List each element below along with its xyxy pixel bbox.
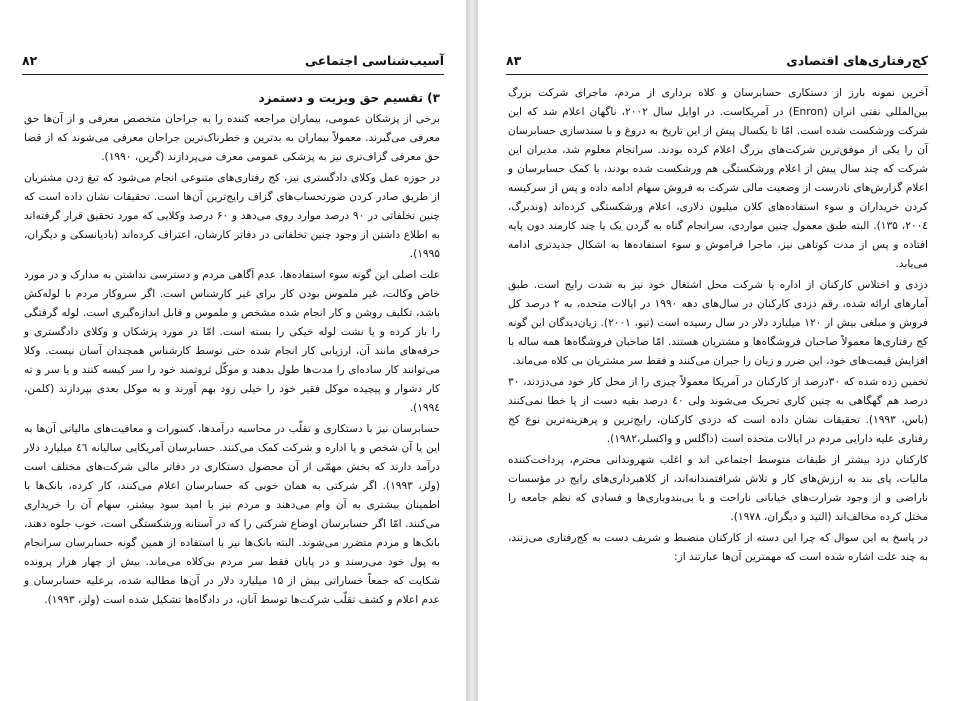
header-rule [506,74,928,75]
running-title: آسیب‌شناسی اجتماعی [305,53,444,68]
paragraph: در حوزه عمل وکلای دادگستری نیز، کج رفتاری‌های متنوعی انجام می‌شود که تیغ زدن مشتریان از طریق صادر کردن صورتحساب‌های گزاف رایج‌ترین آن‌ها است. تحقیقات نشان داده است که چنین تخلفاتی در ۹۰ درصد موارد روی می‌دهد و ۶۰ درصد وکلایی که مورد تحقیق قرار گرفته‌اند به اطلاع داشتن از وجود چنین تخلفاتی در دفاتر کارشان، اعتراف کرده‌اند (بادیانسکی و دیگران، ۱۹۹۵). [24,172,440,260]
paragraph: در پاسخ به این سوال که چرا این دسته از کارکنان منضبط و شریف دست به کج‌رفتاری می‌زنند، به چند علت اشاره شده است که مهمترین آن‌ها عبارتند از: [508,532,928,563]
book-gutter [466,0,478,701]
paragraph: حسابرسان نیز با دستکاری و تقلّب در محاسبه درآمدها، کسورات و معافیت‌های مالیاتی آن‌ها به این یا آن شخص و یا اداره و شرکت کمک می‌کنند. حسابرسان آمریکایی سالیانه ٤٦ میلیارد دلار درآمد دارند که بخش مهمّی از آن محصول دستکاری در دفاتر مالی شرکت‌های مختلف است (ولز، ۱۹۹۳). اگر شرکتی به همان خوبی که حسابرسان اعلام می‌کنند، کار کرده، بانک‌ها با اطمینان بیشتری به آن وام می‌دهند و مردم نیز با امید سود بیشتر، سهام آن را خریداری می‌کنند. امّا اگر حسابرسان اوضاع شرکتی را که در آستانه ورشکستگی است، خوب جلوه دهند، بانک‌ها و مردم متضرر می‌شوند. البته بانک‌ها نیز با استفاده از همین گونه حسابرسان سرانجام به پول خود می‌رسند و در پایان فقط سر مردم بی‌کلاه می‌ماند. بیش از چهار هزار پرونده شکایت که جمعاً خساراتی بیش از ۱۵ میلیارد دلار در آن‌ها مطالبه شده، برعلیه حسابرسان و عدم اعلام و کشف تقلّب شرکت‌ها توسط آنان، در دادگاه‌ها تشکیل شده است (ولز، ۱۹۹۳). [24,423,440,606]
page-header [506,50,928,72]
paragraph: آخرین نمونه بارز از دستکاری حسابرسان و کلاه برداری از مردم، ماجرای شرکت بزرگ بین‌المللی نفتی انران (Enron) در آمریکاست. در اوایل سال ۲۰۰۲، ناگهان اعلام شد که این شرکت ورشکست شده است. امّا تا یکسال پیش از این تاریخ به دروغ و با سندسازی حسابرسان آن را یکی از موفق‌ترین شرکت‌های بزرگ اعلام کرده بودند. سرانجام معلوم شد، مدیران این شرکت که چند سال پیش از اعلام ورشکستگی هم ورشکست شده بودند، با کمک حسابرسان و اعلام گزارش‌های نادرست از وضعیت مالی شرکت به فروش سهام ادامه داده و پس از سرکیسه کردن خریداران و سوء استفاده‌های کلان میلیون دلاری، اعلام ورشکستگی کرده‌اند (وندبرگ، ۲۰۰٤، ۱۳۵). البته طبق معمول چنین مواردی، سرانجام گناه به گردن یک یا چند کارمند دون پایه افتاده و پس از مدت کوتاهی نیز، ماجرا فراموش و سوء استفاده‌ها به اشکال جدیدتری ادامه می‌یابد. [508,87,928,270]
page-number: ۸۳ [506,53,522,68]
page-header [22,50,444,72]
paragraph: کارکنان دزد بیشتر از طبقات متوسط اجتماعی اند و اغلب شهروندانی محترم، پرداخت‌کننده مالیات، پای بند به ارزش‌های کار و تلاش شرافتمندانه‌اند، از کلاهبرداری‌های رایج در مؤسسات ناراضی و از وجود شرارت‌های خیابانی ناراحت و با بی‌بندوباری‌ها و فسادی که نظم جامعه را مختل کرده مخالف‌اند (التید و دیگران، ۱۹۷۸). [508,454,928,523]
right-page [478,0,956,701]
section-heading: ۳) تقسیم حق ویزیت و دستمزد [258,91,440,105]
paragraph: دزدی و اختلاس کارکنان از اداره یا شرکت محل اشتغال خود نیز به شدت رایج است. طبق آمارهای ارائه شده، رقم دزدی کارکنان در سال‌های دهه ۱۹۹۰ در ایالات متحده، به ۲ درصد کل فروش و مبلغی بیش از ۱۲۰ میلیارد دلار در سال رسیده است (تیو، ۲۰۰۱). زیان‌دیدگان این گونه کج رفتاری‌ها معمولاً صاحبان فروشگاه‌ها و مشتریان هستند. امّا صاحبان فروشگاه‌ها همه ساله با افزایش قیمت‌های خود، این ضرر و زیان را جبران می‌کنند و فقط سر مشتریان بی کلاه می‌ماند. [508,279,928,367]
paragraph: علت اصلی این گونه سوء استفاده‌ها، عدم آگاهی مردم و دسترسی نداشتن به مدارک و در مورد خاص وکالت، غیر ملموس بودن کار برای غیر کارشناس است. اگر سرو‌کار مردم با لوله‌کش باشد، تکلیف روشن و کار انجام شده مشخص و ملموس و قابل اندازه‌گیری است. لوله گرفتگی را باز کرده و یا نشت لوله خیکی را بسته است. امّا در مورد پزشکان و وکلای دادگستری و حرفه‌های مانند آن، ارزیابی کار انجام شده حتی توسط کارشناس همچندان آسان نیست. وکلا می‌توانند کار ساده‌ای را مدت‌ها طول بدهند و موکّل ثروتمند خود را سر کیسه کنند و یا سر و ته کار دشوار و پیچیده موکل فقیر خود را خیلی زود بهم آورند و به موکل بعدی بپردازند (کلمن، ۱۹۹٤). [24,269,440,414]
page-number: ۸۲ [22,53,38,68]
paragraph: تخمین زده شده که ۳۰درصد از کارکنان در آمریکا معمولاً چیزی را از محل کار خود می‌دزدند، ۳۰ درصد هم گهگاهی به چنین کاری تحریک می‌شوند ولی ٤۰ درصد بقیه دست از پا خطا نمی‌کنند (باس، ۱۹۹۳). تحقیقات نشان داده است که دزدی کارکنان، رایج‌ترین و پرهزینه‌ترین نوع کج رفتاری علیه دارایی مردم در ایالات متحده است (داگلس و واکسلر،۱۹۸۲). [508,376,928,445]
page-body [24,88,440,612]
running-title: کج‌رفتاری‌های اقتصادی [786,53,928,68]
header-rule [22,74,444,75]
paragraph: برخی از پزشکان عمومی، بیماران مراجعه کننده را به جراحان متخصص معرفی و از آن‌ها حق معرفی می‌گیرند. معمولاً بیماران به بدترین و خطرناک‌ترین جراحان معرفی می‌شوند که از قضا حق معرفی گزاف‌تری نیز به پزشکی عمومی معرف می‌پردازند (گرین، ۱۹۹۰). [24,113,440,163]
left-page [0,0,466,701]
page-body [508,84,928,569]
